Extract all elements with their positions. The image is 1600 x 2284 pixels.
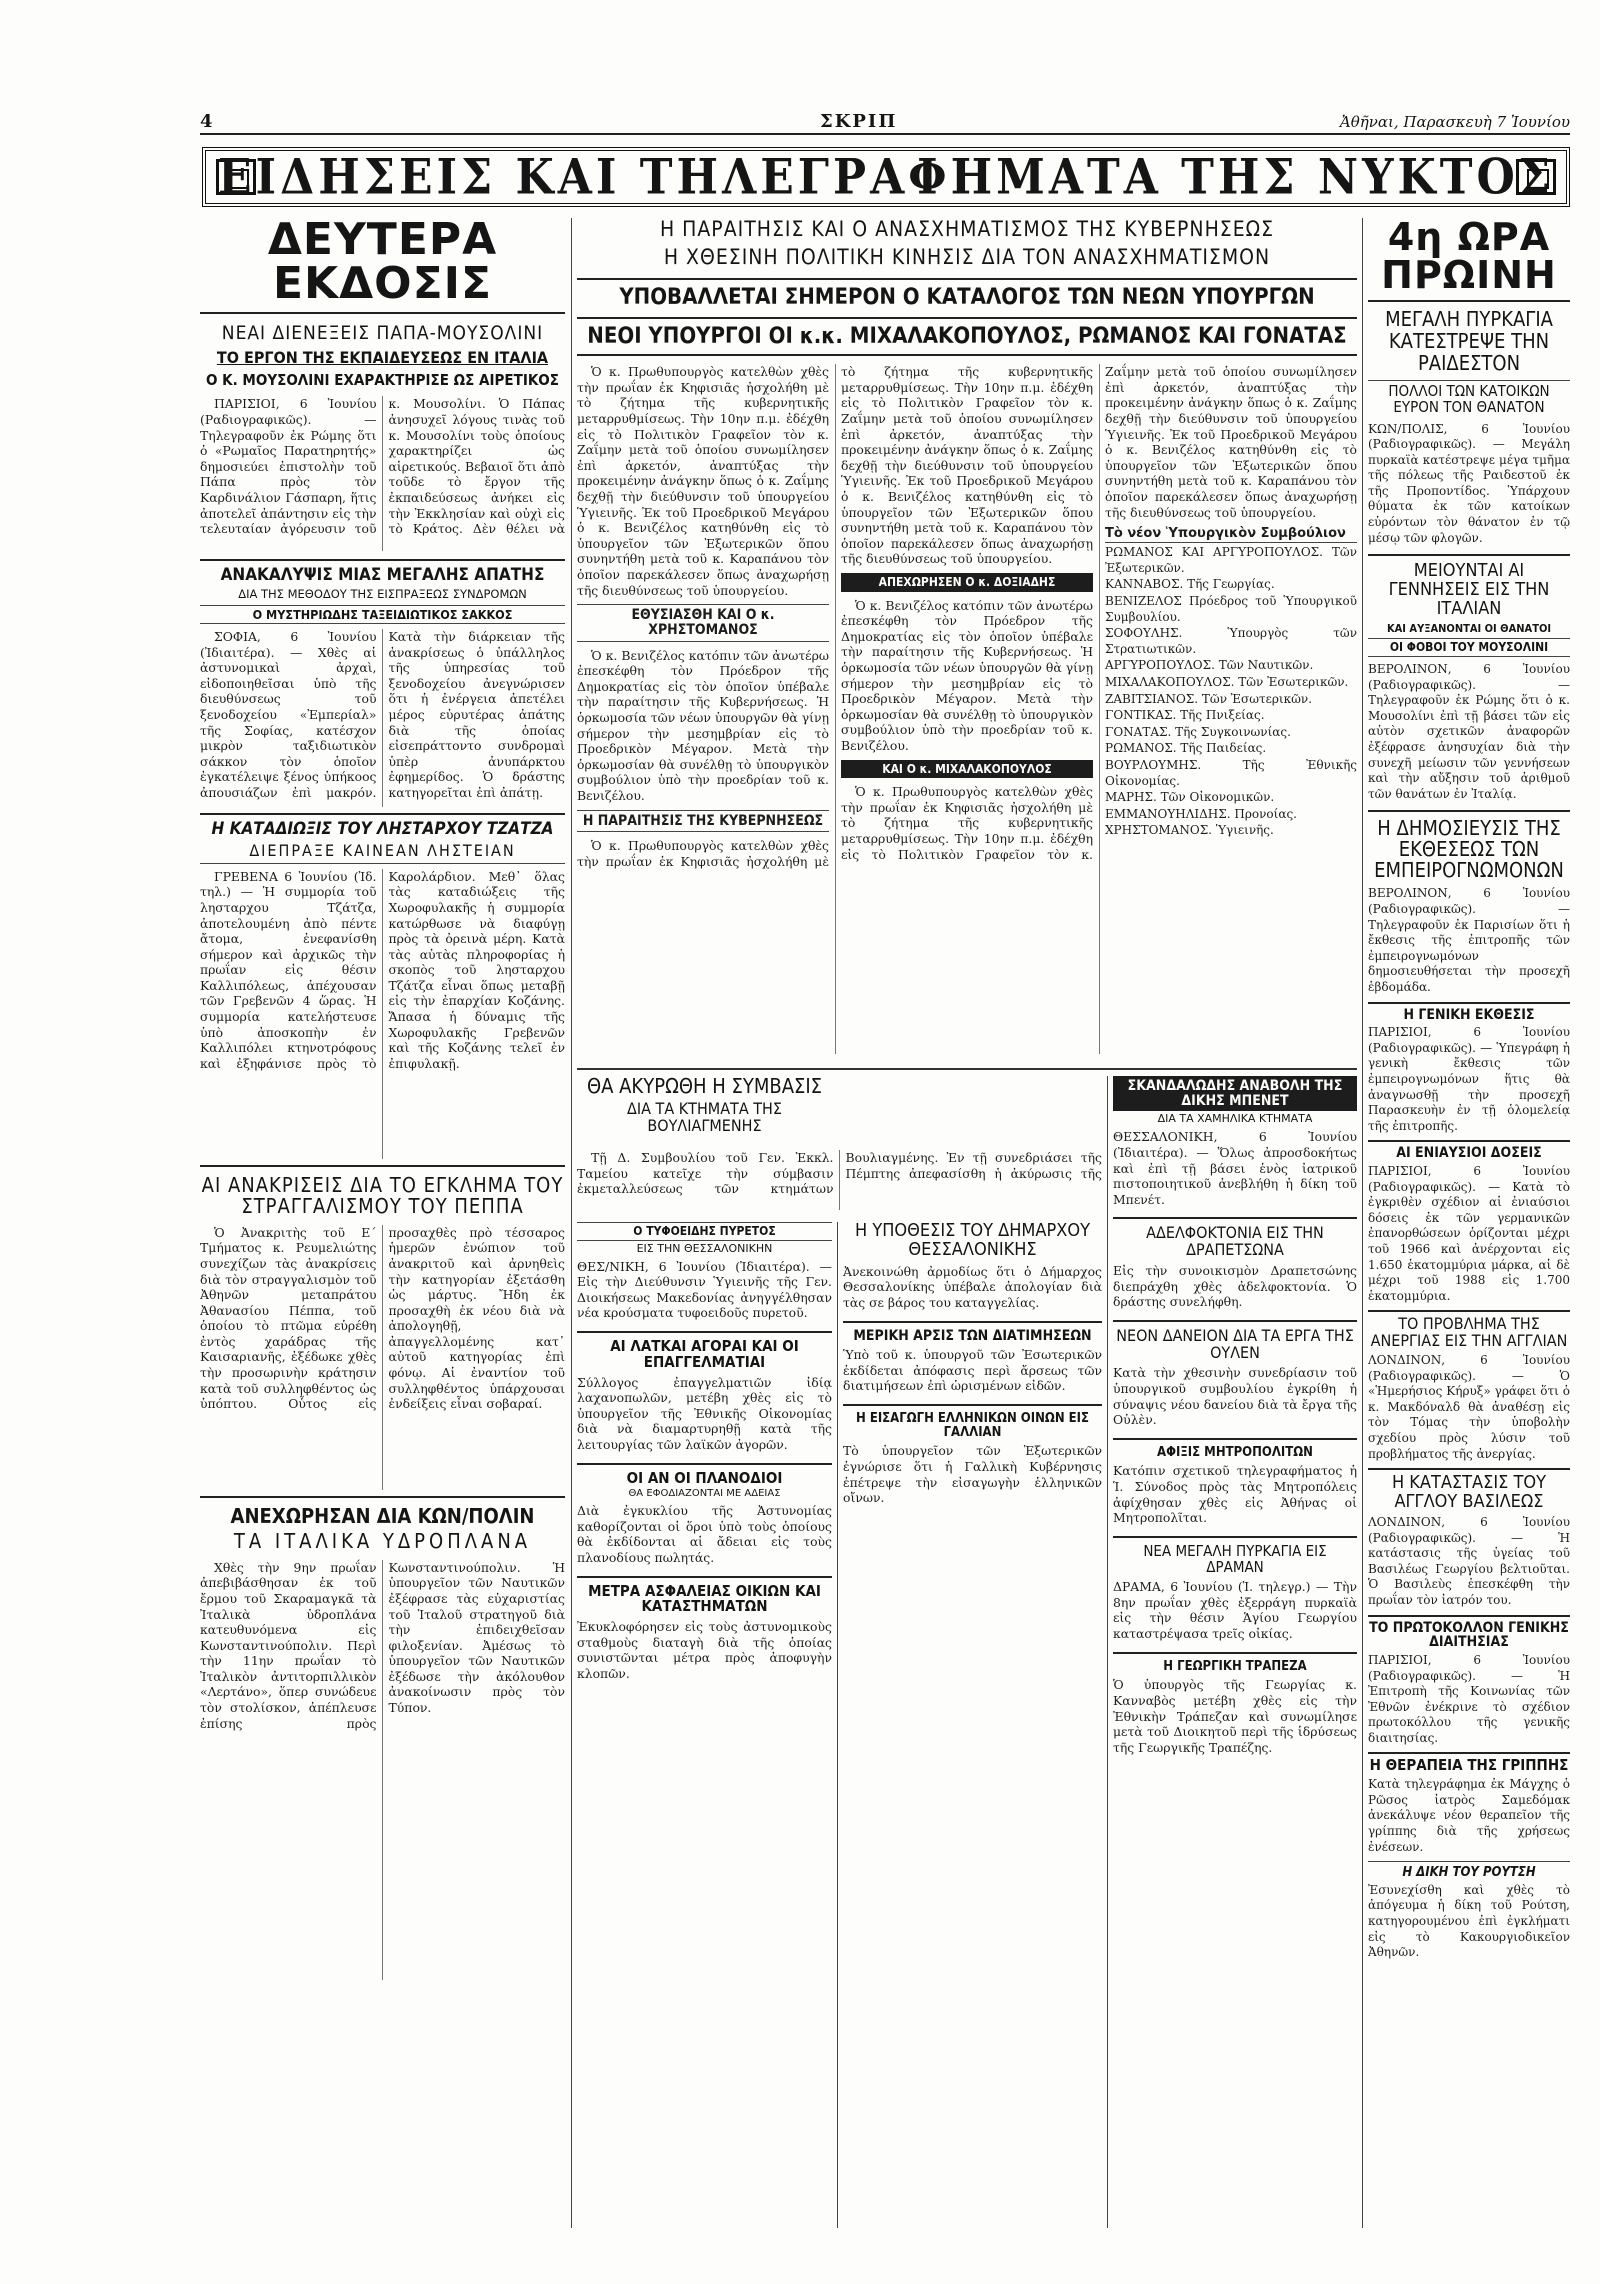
article-head: Η ΔΗΜΟΣΙΕΥΣΙΣ ΤΗΣ ΕΚΘΕΣΕΩΣ ΤΩΝ ΕΜΠΕΙΡΟΓΝΩΜΟΝΩΝ: [1374, 816, 1564, 883]
article-head: Η ΘΕΡΑΠΕΙΑ ΤΗΣ ΓΡΙΠΠΗΣ: [1369, 1756, 1569, 1775]
paragraph: ΣΟΦΙΑ, 6 Ἰουνίου (Ἰδιαιτέρα). — Χθὲς αἱ ἀστυνομικαὶ ἀρχαὶ, εἰδοποιηθεῖσαι ὑπὸ τῆς διευθύνσεως τοῦ ξενοδοχείου «Ἐμπερίαλ» τῆς Σοφίας, κατέσχον μικρὸν ταξιδιωτικὸν σάκκον τὸν ὁποῖον ἐγκατέλειψε ξένος ὑπήκοος ἀπουσιάζων ἐπὶ μακρόν. Κατὰ τὴν διάρκειαν τῆς ἀνακρίσεως ὁ ὑπάλληλος τῆς ὑπηρεσίας τοῦ ξενοδοχείου ἀνεγνώρισεν ὅτι ἡ ἐνέργεια ἀπετέλει μέρος εὐρυτέρας ἀπάτης διὰ τῆς ὁποίας εἰσεπράττοντο συνδρομαὶ ὑπὲρ ἀνυπάρκτου ἐφημερίδος. Ὁ δράστης κατηγορεῖται ἐπὶ ἀπάτῃ.: [200, 629, 565, 801]
article-body: ΠΑΡΙΣΙΟΙ, 6 Ἰουνίου (Ραδιογραφικῶς). — Κατὰ τὸ ἐγκριθὲν σχέδιον αἱ ἐνιαύσιοι δόσεις ἐκ τῶν γερμανικῶν ἐπανορθώσεων ὁρίζονται μέχρι τοῦ 1966 καὶ ἀνέρχονται εἰς 1.650 ἑκατομμύρια μάρκα, αἱ δὲ μέχρι τοῦ 1988 εἰς 1.700 ἑκατομμύρια.: [1368, 1164, 1570, 1303]
article: [1368, 1615, 1570, 1747]
cabinet-item: ΚΑΝΝΑΒΟΣ. Τῆς Γεωργίας.: [1105, 577, 1275, 592]
lead-headline-4: ΝΕΟΙ ΥΠΟΥΡΓΟΙ ΟΙ κ.κ. ΜΙΧΑΛΑΚΟΠΟΥΛΟΣ, ΡΩΜΑΝΟΣ ΚΑΙ ΓΟΝΑΤΑΣ: [577, 317, 1357, 356]
article-body: [200, 869, 565, 1159]
lead-headline-2: Η ΧΘΕΣΙΝΗ ΠΟΛΙΤΙΚΗ ΚΙΝΗΣΙΣ ΔΙΑ ΤΟΝ ΑΝΑΣΧΗΜΑΤΙΣΜΟΝ: [663, 245, 1271, 270]
section-rule: [577, 1068, 1357, 1070]
article-subhead: ΠΟΛΛΟΙ ΤΩΝ ΚΑΤΟΙΚΩΝ ΕΥΡΟΝ ΤΟΝ ΘΑΝΑΤΟΝ: [1368, 380, 1570, 416]
issue-date: Ἀθῆναι, Παρασκευὴ 7 Ἰουνίου: [1339, 113, 1570, 131]
article-body: ΔΡΑΜΑ, 6 Ἰουνίου (Ἰ. τηλεγρ.) — Τὴν 8ην πρωΐαν χθὲς ἐξερράγη πυρκαϊὰ εἰς τὴν θέσιν Ἁγίου Γεωργίου καταστρέψασα τρεῖς οἰκίας.: [1113, 1579, 1357, 1642]
article-body: ΒΕΡΟΛΙΝΟΝ, 6 Ἰουνίου (Ραδιογραφικῶς). — Τηλεγραφοῦν ἐκ Ρώμης ὅτι ὁ κ. Μουσολίνι ἐπὶ τῇ βάσει τῶν εἰς αὐτὸν σχετικῶν ἀναφορῶν ἐξέφρασε ἀνησυχίαν διὰ τὴν συνεχῆ μείωσιν τῶν γεννήσεων καὶ τὴν αὔξησιν τοῦ ἀριθμοῦ τῶν θανάτων ἐν Ἰταλίᾳ.: [1368, 662, 1570, 801]
article-head: ΑΔΕΛΦΟΚΤΟΝΙΑ ΕΙΣ ΤΗΝ ΔΡΑΠΕΤΣΩΝΑ: [1113, 1217, 1357, 1259]
cabinet-item: ΒΟΥΡΛΟΥΜΗΣ. Τῆς Ἐθνικῆς Οἰκονομίας.: [1105, 757, 1357, 788]
article: [1368, 1752, 1570, 1855]
cabinet-item: ΡΩΜΑΝΟΣ ΚΑΙ ΑΡΓΥΡΟΠΟΥΛΟΣ. Τῶν Ἐξωτερικῶν.: [1105, 545, 1357, 575]
article-subhead: ΔΙΕΠΡΑΞΕ ΚΑΙΝΕΑΝ ΛΗΣΤΕΙΑΝ: [200, 843, 565, 864]
cabinet-item: ΕΜΜΑΝΟΥΗΛΙΔΗΣ. Προνοίας.: [1105, 806, 1297, 821]
bottom-column-1b: [577, 1222, 832, 2228]
article-body: [200, 1225, 565, 1490]
article-head: Η ΚΑΤΑΔΙΩΞΙΣ ΤΟΥ ΛΗΣΤΑΡΧΟΥ ΤΖΑΤΖΑ: [211, 819, 554, 840]
article-subhead: Ο Κ. ΜΟΥΣΟΛΙΝΙ ΕΧΑΡΑΚΤΗΡΙΣΕ ΩΣ ΑΙΡΕΤΙΚΟΣ: [205, 370, 559, 389]
article-body: ΚΩΝ/ΠΟΛΙΣ, 6 Ἰουνίου (Ραδιογραφικῶς). — Μεγάλη πυρκαϊὰ κατέστρεψε μέγα τμῆμα τῆς πόλεως τῆς Ραιδεστοῦ ἐκ τῆς Προποντίδος. Ὑπάρχουν θύματα ἐκ τῶν κατοίκων εὑρόντων τὸν θάνατον ἐν τῷ μέσῳ τῶν φλογῶν.: [1368, 421, 1570, 545]
article-body: Ἀνεκοινώθη ἀρμοδίως ὅτι ὁ Δήμαρχος Θεσσαλονίκης ὑπέβαλε ἀπολογίαν διὰ τὰς σε βάρος του καταγγελίας.: [843, 1263, 1102, 1310]
article: [1368, 1140, 1570, 1304]
article: [1368, 1861, 1570, 1961]
article-subhead: ΟΙ ΦΟΒΟΙ ΤΟΥ ΜΟΥΣΟΛΙΝΙ: [1368, 638, 1570, 657]
article-head: ΜΕΙΟΥΝΤΑΙ ΑΙ ΓΕΝΝΗΣΕΙΣ ΕΙΣ ΤΗΝ ΙΤΑΛΙΑΝ: [1388, 560, 1550, 620]
banner-title: ΕΙΔΗΣΕΙΣ ΚΑΙ ΤΗΛΕΓΡΑΦΗΜΑΤΑ ΤΗΣ ΝΥΚΤΟΣ: [218, 148, 1554, 206]
banner-ornament-right-icon: [1516, 159, 1556, 195]
article-subhead: ΚΑΙ ΑΥΞΑΝΟΝΤΑΙ ΟΙ ΘΑΝΑΤΟΙ: [1386, 621, 1552, 635]
cabinet-item: ΣΟΦΟΥΛΗΣ. Ὑπουργὸς τῶν Στρατιωτικῶν.: [1105, 626, 1357, 656]
edition-label: ΔΕΥΤΕΡΑ ΕΚΔΟΣΙΣ: [200, 218, 565, 314]
lead-headline-1: Η ΠΑΡΑΙΤΗΣΙΣ ΚΑΙ Ο ΑΝΑΣΧΗΜΑΤΙΣΜΟΣ ΤΗΣ ΚΥΒΕΡΝΗΣΕΩΣ: [659, 218, 1275, 241]
bottom-column-3: [1113, 1076, 1357, 2228]
article-body: Κατόπιν σχετικοῦ τηλεγραφήματος ἡ Ἱ. Σύνοδος πρὸς τὰς Μητροπόλεις ἀφίχθησαν χθὲς εἰς Ἀθήνας οἱ Μητροπολῖται.: [1113, 1463, 1357, 1526]
paragraph: Χθὲς τὴν 9ην πρωΐαν ἀπεβιβάσθησαν ἐκ τοῦ ἔρμου τοῦ Σκαραμαγκᾶ τὰ Ἰταλικὰ ὑδροπλάνα κατευθυνόμενα εἰς Κωνσταντινούπολιν. Περὶ τὴν 11ην πρωΐαν τὸ Ἰταλικὸν ἀντιτορπιλλικὸν «Λερτάνο», ὅπερ συνώδευε τὸν στολίσκον, ἀπέπλευσε ἐπίσης πρὸς Κωνσταντινούπολιν. Ἡ ὑπουργεῖον τῶν Ναυτικῶν ἐξέφρασε τὰς εὐχαριστίας τοῦ Ἰταλοῦ στρατηγοῦ διὰ τὴν ἐπιδειχθεῖσαν φιλοξενίαν. Ἀμέσως τὸ ὑπουργεῖον τῶν Ναυτικῶν ἐξέδωσε τὴν ἀκόλουθον ἀνακοίνωσιν πρὸς τὸν Τύπον.: [200, 1559, 565, 1731]
article: [1368, 810, 1570, 995]
page-number: 4: [200, 111, 213, 132]
article: [1368, 1468, 1570, 1608]
bottom-column-2: [843, 1222, 1102, 2228]
paragraph: ΓΡΕΒΕΝΑ 6 Ἰουνίου (Ἰδ. τηλ.) — Ἡ συμμορία τοῦ λησταρχου Τζάτζα, ἀποτελουμένη ἀπὸ πέντε ἄτομα, ἐνεφανίσθη σήμερον καὶ ἀρχικῶς τὴν πρωΐαν εἰς θέσιν Καλλιπόλεως, ἀπέχουσαν τῶν Γρεβενῶν 4 ὥρας. Ἡ συμμορία κατελήστευσε ὑπὸ ἀποσκοπὴν ἐν Καλλιπόλει κτηνοτρόφους καὶ ἐξηφάνισε πρὸς τὸ Καρολάρδιον. Μεθ᾽ ὅλας τὰς καταδιώξεις τῆς Χωροφυλακῆς ἡ συμμορία κατώρθωσε νὰ διαφύγῃ πρὸς τὰ ὀρεινὰ μέρη. Κατὰ τὰς αὐτὰς πληροφορίας ἡ σκοπὸς τοῦ λησταρχου Τζάτζα εἶναι ὅπως μεταβῇ εἰς τὴν ἐπαρχίαν Κοζάνης. Ἄπασα ἡ δύναμις τῆς Χωροφυλακῆς Γρεβενῶν καὶ τῆς Κοζάνης τελεῖ ἐν ἐπιφυλακῇ.: [200, 868, 565, 1071]
lead-subhead: ΑΠΕΧΩΡΗΣΕΝ Ο κ. ΔΟΞΙΑΔΗΣ: [841, 573, 1093, 592]
masthead: ΣΚΡΙΠ: [820, 111, 898, 132]
article-head: ΑΝΕΧΩΡΗΣΑΝ ΔΙΑ ΚΩΝ/ΠΟΛΙΝ: [230, 1503, 535, 1528]
paragraph: Τῇ Δ. Συμβουλίου τοῦ Γεν. Ἐκκλ. Ταμείου κατεῖχε τὴν σύμβασιν ἐκμεταλλεύσεως τῶν κτημάτων Βουλιαγμένης. Ἐν τῇ συνεδριάσει τῆς Πέμπτης ἀπεφασίσθη ἡ ἀκύρωσις τῆς: [577, 1150, 1102, 1197]
article-head: ΤΟ ΠΡΟΒΛΗΜΑ ΤΗΣ ΑΝΕΡΓΙΑΣ ΕΙΣ ΤΗΝ ΑΓΓΛΙΑΝ: [1370, 1314, 1568, 1351]
article-body: Ὑπὸ τοῦ κ. ὑπουργοῦ τῶν Ἐσωτερικῶν ἐκδίδεται ἀπόφασις περὶ ἄρσεως τῶν διατιμήσεων ἐπὶ ὡρισμένων εἰδῶν.: [843, 1347, 1102, 1394]
article-head: Η ΕΙΣΑΓΩΓΗ ΕΛΛΗΝΙΚΩΝ ΟΙΝΩΝ ΕΙΣ ΓΑΛΛΙΑΝ: [843, 1404, 1102, 1439]
article-body: Ἐκυκλοφόρησεν εἰς τοὺς ἀστυνομικοὺς σταθμοὺς διαταγὴ διὰ τῆς ὁποίας συνιστῶνται μέτρα πρὸς ἀποφυγὴν κλοπῶν.: [577, 1619, 832, 1681]
running-head: [200, 111, 1570, 135]
article-body: [200, 1560, 565, 1980]
article-head: ΜΕΤΡΑ ΑΣΦΑΛΕΙΑΣ ΟΙΚΙΩΝ ΚΑΙ ΚΑΤΑΣΤΗΜΑΤΩΝ: [577, 1576, 832, 1616]
article-head: Η ΥΠΟΘΕΣΙΣ ΤΟΥ ΔΗΜΑΡΧΟΥ ΘΕΣΣΑΛΟΝΙΚΗΣ: [855, 1222, 1090, 1260]
cabinet-item: ΜΑΡΗΣ. Τῶν Οἰκονομικῶν.: [1105, 790, 1275, 805]
article-body: [577, 1150, 1102, 1210]
article-subhead: ΤΑ ΙΤΑΛΙΚΑ ΥΔΡΟΠΛΑΝΑ: [233, 1528, 532, 1553]
cabinet-item: ΒΕΝΙΖΕΛΟΣ Πρόεδρος τοῦ Ὑπουργικοῦ Συμβουλίου.: [1105, 594, 1357, 624]
article: [1368, 1310, 1570, 1462]
article: [200, 559, 565, 807]
article-head: ΑΙ ΛΑΤΚΑΙ ΑΓΟΡΑΙ ΚΑΙ ΟΙ ΕΠΑΓΓΕΛΜΑΤΙΑΙ: [577, 1331, 832, 1371]
article-body: ΛΟΝΔΙΝΟΝ, 6 Ἰουνίου (Ραδιογραφικῶς). — Ἡ κατάστασις τῆς ὑγείας τοῦ Βασιλέως Γεωργίου βελτιοῦται. Ὁ Βασιλεὺς ἐπεσκέφθη τὴν πρωΐαν τὸν ἰατρόν του.: [1368, 1514, 1570, 1607]
article: [200, 813, 565, 1159]
article-head: Η ΓΕΝΙΚΗ ΕΚΘΕΣΙΣ: [1403, 1006, 1535, 1023]
article-head: ΘΑ ΑΚΥΡΩΘΗ Η ΣΥΜΒΑΣΙΣ: [586, 1076, 823, 1098]
lead-story: [577, 218, 1357, 1063]
article-subhead: Ο ΜΥΣΤΗΡΙΩΔΗΣ ΤΑΞΕΙΔΙΩΤΙΚΟΣ ΣΑΚΚΟΣ: [200, 605, 565, 624]
paragraph: ΠΑΡΙΣΙΟΙ, 6 Ἰουνίου (Ραδιογραφικῶς). — Τηλεγραφοῦν ἐκ Ρώμης ὅτι ὁ «Ρωμαῖος Παρατηρητής» δημοσιεύει ἐπιστολὴν τοῦ Πάπα πρὸς τὸν Καρδινάλιον Γάσπαρη, ἥτις ἀποτελεῖ ἀπάντησιν εἰς τὴν τελευταίαν ἀγόρευσιν τοῦ κ. Μουσολίνι. Ὁ Πάπας ἀνησυχεῖ λόγους τινὰς τοῦ κ. Μουσολίνι τοὺς ὁποίους χαρακτηρίζει ὡς αἱρετικούς. Βεβαιοῖ ὅτι ἀπὸ τοῦδε τὸ ἔργον τῆς ἐκπαιδεύσεως ἀνήκει εἰς τὴν Ἐκκλησίαν καὶ οὐχὶ εἰς τὸ Κράτος. Δὲν θέλει νὰ: [200, 396, 565, 537]
article-subhead: ΕΙΣ ΤΗΝ ΘΕΣΣΑΛΟΝΙΚΗΝ: [636, 1241, 773, 1255]
article-body: Ὁ ὑπουργὸς τῆς Γεωργίας κ. Κανναβὸς μετέβη χθὲς εἰς τὴν Ἐθνικὴν Τράπεζαν καὶ συνωμίλησε μετὰ τοῦ Διοικητοῦ περὶ τῆς ἱδρύσεως τῆς Γεωργικῆς Τραπέζης.: [1113, 1677, 1357, 1755]
article-subhead: ΔΙΑ ΤΑ ΚΤΗΜΑΤΑ ΤΗΣ ΒΟΥΛΙΑΓΜΕΝΗΣ: [627, 1099, 782, 1135]
article-subhead: ΤΟ ΕΡΓΟΝ ΤΗΣ ΕΚΠΑΙΔΕΥΣΕΩΣ ΕΝ ΙΤΑΛΙΑ: [216, 347, 549, 367]
article: [1368, 554, 1570, 802]
paragraph: Ὁ κ. Βενιζέλος κατόπιν τῶν ἀνωτέρω ἐπεσκέφθη τὸν Πρόεδρον τῆς Δημοκρατίας εἰς τὸν ὁποῖον ὑπέβαλε τὴν παραίτησιν τῆς Κυβερνήσεως. Ἡ ὁρκωμοσία τῶν νέων ὑπουργῶν θὰ γίνῃ σήμερον τὴν μεσημβρίαν εἰς τὸ Προεδρικὸν Μέγαρον. Μετὰ τὴν ὁρκωμοσίαν θὰ συνέλθῃ τὸ ὑπουργικὸν συμβούλιον ὑπὸ τὴν προεδρίαν τοῦ κ. Βενιζέλου.: [841, 597, 1093, 753]
article-head: ΑΙ ΑΝΑΚΡΙΣΕΙΣ ΔΙΑ ΤΟ ΕΓΚΛΗΜΑ ΤΟΥ ΣΤΡΑΓΓΑΛΙΣΜΟΥ ΤΟΥ ΠΕΠΠΑ: [201, 1172, 564, 1218]
paragraph: Ὁ κ. Βενιζέλος κατόπιν τῶν ἀνωτέρω ἐπεσκέφθη τὸν Πρόεδρον τῆς Δημοκρατίας εἰς τὸν ὁποῖον ὑπέβαλε τὴν παραίτησιν τῆς Κυβερνήσεως. Ἡ ὁρκωμοσία τῶν νέων ὑπουργῶν θὰ γίνῃ σήμερον τὴν μεσημβρίαν εἰς τὸ Προεδρικὸν Μέγαρον. Μετὰ τὴν ὁρκωμοσίαν θὰ συνέλθῃ τὸ ὑπουργικὸν συμβούλιον ὑπὸ τὴν προεδρίαν τοῦ κ. Βενιζέλου.: [577, 647, 829, 803]
column-left: [200, 218, 565, 2228]
section-banner: [202, 147, 1570, 207]
article-head: ΜΕΡΙΚΗ ΑΡΣΙΣ ΤΩΝ ΔΙΑΤΙΜΗΣΕΩΝ: [843, 1321, 1102, 1344]
article-body: ΒΕΡΟΛΙΝΟΝ, 6 Ἰουνίου (Ραδιογραφικῶς). — Τηλεγραφοῦν ἐκ Παρισίων ὅτι ἡ ἔκθεσις τῆς ἐπιτροπῆς τῶν ἐμπειρογνωμόνων δημοσιευθήσεται τὴν προσεχῆ ἑβδομάδα.: [1368, 886, 1570, 994]
column-rule: [1107, 1076, 1108, 2228]
paragraph: Ὁ κ. Πρωθυπουργὸς κατελθὼν χθὲς τὴν πρωΐαν ἐκ Κηφισιᾶς ἠσχολήθη μὲ τὸ ζήτημα τῆς κυβερνητικῆς μεταρρυθμίσεως. Τὴν 10ην π.μ. ἐδέχθη εἰς τὸ Πολιτικὸν Γραφεῖον τὸν κ. Ζαΐμην μετὰ τοῦ ὁποίου συνωμίλησεν ἐπὶ ἀρκετόν, ἀναπτύξας τὴν προκειμένην ἀνάγκην ὅπως ὁ κ. Ζαΐμης δεχθῇ τὴν διεύθυνσιν τοῦ ὑπουργείου Ὑγιεινῆς. Ἐκ τοῦ Προεδρικοῦ Μεγάρου ὁ κ. Βενιζέλος κατηθύνθη εἰς τὸ ὑπουργεῖον τῶν Ἐξωτερικῶν ὅπου συνηντήθη μετὰ τοῦ κ. Καραπάνου τὸν ὁποῖον παρεκάλεσεν ὅπως ἀναχωρήσῃ τῆς διευθύνσεως τοῦ ὑπουργείου.: [841, 364, 1357, 862]
paragraph: Ὁ Ἀνακριτὴς τοῦ Ε´ Τμήματος κ. Ρευμελιώτης συνεχίζων τὰς ἀνακρίσεις διὰ τὸν στραγγαλισμὸν τοῦ Ἀθηνῶν μεταπράτου Ἀθανασίου Πέππα, τοῦ ὁποίου τὸ πτῶμα εὑρέθη ἐντὸς χαράδρας τῆς Καισαριανῆς, ἐξέδωκε χθὲς τὴν προσωρινὴν κράτησιν κατὰ τοῦ συλληφθέντος ὡς ὑπόπτου. Οὗτος εἰς προσαχθὲς πρὸ τέσσαρος ἡμερῶν ἐνώπιον τοῦ ἀνακριτοῦ καὶ ἀρνηθεὶς τὴν κατηγορίαν ἐξετάσθη ὡς μάρτυς. Ἤδη ἐκ προσαχθὴ ἐκ νέου διὰ νὰ ἀπολογηθῇ, ἀπαγγελλομένης κατ᾽ αὐτοῦ κατηγορίας ἐπὶ φόνῳ. Αἱ ἐναντίον τοῦ συλληφθέντος ὑπάρχουσαι ἐνδείξεις εἶναι σοβαραί.: [200, 1224, 565, 1412]
cabinet-item: ΑΡΓΥΡΟΠΟΥΛΟΣ. Τῶν Ναυτικῶν.: [1105, 658, 1314, 673]
article-body: [200, 396, 565, 551]
article-head: ΤΟ ΠΡΩΤΟΚΟΛΛΟΝ ΓΕΝΙΚΗΣ ΔΙΑΙΤΗΣΙΑΣ: [1369, 1619, 1569, 1651]
article-head: ΜΕΓΑΛΗ ΠΥΡΚΑΓΙΑ ΚΑΤΕΣΤΡΕΨΕ ΤΗΝ ΡΑΙΔΕΣΤΟΝ: [1385, 307, 1553, 375]
article-body: [200, 629, 565, 807]
article-head: Ο ΤΥΦΟΕΙΔΗΣ ΠΥΡΕΤΟΣ: [577, 1222, 832, 1241]
article-body: ΘΕΣΣΑΛΟΝΙΚΗ, 6 Ἰουνίου (Ἰδιαιτέρα). — Ὅλως ἀπροσδοκήτως καὶ ἐπὶ τῇ βάσει ἑνὸς ἰατρικοῦ πιστοποιητικοῦ ἀνεβλήθη ἡ δίκη τοῦ Μπενέτ.: [1113, 1129, 1357, 1207]
column-rule: [571, 218, 572, 2228]
article-body: Κατὰ τηλεγράφημα ἐκ Μάγχης ὁ Ρῶσος ἰατρὸς Σαμεδόμακ ἀνεκάλυψε νέον θεραπεῖον τῆς γρίππης διὰ τῆς χρήσεως ἐνέσεων.: [1368, 1777, 1570, 1854]
column-right: [1368, 218, 1570, 2228]
article-body: Σύλλογος ἐπαγγελματιῶν ἰδίᾳ λαχανοπωλῶν, μετέβη χθὲς εἰς τὸ ὑπουργεῖον τῆς Ἐθνικῆς Οἰκονομίας διὰ νὰ διαμαρτυρηθῇ κατὰ τῆς λειτουργίας τῶν λαϊκῶν ἀγορῶν.: [577, 1374, 832, 1452]
cabinet-item: ΖΑΒΙΤΣΙΑΝΟΣ. Τῶν Ἐσωτερικῶν.: [1105, 691, 1313, 706]
cabinet-item: ΜΙΧΑΛΑΚΟΠΟΥΛΟΣ. Τῶν Ἐσωτερικῶν.: [1105, 674, 1349, 689]
hour-label: 4η ΩΡΑ ΠΡΩΙΝΗ: [1368, 218, 1570, 302]
article-head: Η ΓΕΩΡΓΙΚΗ ΤΡΑΠΕΖΑ: [1113, 1652, 1357, 1674]
lead-headline-3: ΥΠΟΒΑΛΛΕΤΑΙ ΣΗΜΕΡΟΝ Ο ΚΑΤΑΛΟΓΟΣ ΤΩΝ ΝΕΩΝ ΥΠΟΥΡΓΩΝ: [577, 278, 1357, 309]
paragraph: Ὁ κ. Πρωθυπουργὸς κατελθὼν χθὲς τὴν πρωΐαν ἐκ Κηφισιᾶς ἠσχολήθη μὲ τὸ ζήτημα τῆς κυβερνητικῆς μεταρρυθμίσεως. Τὴν 10ην π.μ. ἐδέχθη εἰς τὸ Πολιτικὸν Γραφεῖον τὸν κ. Ζαΐμην μετὰ τοῦ ὁποίου συνωμίλησεν ἐπὶ ἀρκετόν, ἀναπτύξας τὴν προκειμένην ἀνάγκην ὅπως ὁ κ. Ζαΐμης δεχθῇ τὴν διεύθυνσιν τοῦ ὑπουργείου Ὑγιεινῆς. Ἐκ τοῦ Προεδρικοῦ Μεγάρου ὁ κ. Βενιζέλος κατηθύνθη εἰς τὸ ὑπουργεῖον τῶν Ἐξωτερικῶν ὅπου συνηντήθη μετὰ τοῦ κ. Καραπάνου τὸν ὁποῖον παρεκάλεσεν ὅπως ἀναχωρήσῃ τῆς διευθύνσεως τοῦ ὑπουργείου.: [577, 364, 829, 598]
article-head: ΑΝΑΚΑΛΥΨΙΣ ΜΙΑΣ ΜΕΓΑΛΗΣ ΑΠΑΤΗΣ: [220, 565, 545, 586]
article-head: ΑΙ ΕΝΙΑΥΣΙΟΙ ΔΟΣΕΙΣ: [1396, 1145, 1542, 1162]
article-head: ΝΕΑ ΜΕΓΑΛΗ ΠΥΡΚΑΓΙΑ ΕΙΣ ΔΡΑΜΑΝ: [1113, 1536, 1357, 1576]
article-subhead: ΘΑ ΕΦΟΔΙΑΖΟΝΤΑΙ ΜΕ ΑΔΕΙΑΣ: [628, 1488, 781, 1500]
article-body: Εἰς τὴν συνοικισμὸν Δραπετσώνης διεπράχθη χθὲς ἀδελφοκτονία. Ὁ δράστης συνελήφθη.: [1113, 1263, 1357, 1310]
cabinet-item: ΓΟΝΑΤΑΣ. Τῆς Συγκοινωνίας.: [1105, 724, 1291, 739]
article-body: Διὰ ἐγκυκλίου τῆς Ἀστυνομίας καθορίζονται οἱ ὅροι ὑπὸ τοὺς ὁποίους θὰ ἐκδίδονται αἱ ἄδειαι εἰς τοὺς πλανοδίους πωλητάς.: [577, 1503, 832, 1566]
article-body: Κατὰ τὴν χθεσινὴν συνεδρίασιν τοῦ ὑπουργικοῦ συμβουλίου ἐγκρίθη ἡ σύναψις νέου δανείου διὰ τὰ ἔργα τῆς Οὐλὲν.: [1113, 1365, 1357, 1428]
article-head: ΝΕΑΙ ΔΙΕΝΕΞΕΙΣ ΠΑΠΑ-ΜΟΥΣΟΛΙΝΙ: [221, 322, 544, 344]
article-body: ΠΑΡΙΣΙΟΙ, 6 Ἰουνίου (Ραδιογραφικῶς). — Ἡ Ἐπιτροπὴ τῆς Κοινωνίας τῶν Ἐθνῶν ἐνέκρινε τὸ σχέδιον πρωτοκόλλου τῆς γενικῆς διαιτησίας.: [1368, 1652, 1570, 1745]
cabinet-list-title: Τὸ νέον Ὑπουργικὸν Συμβούλιον: [1105, 526, 1357, 543]
cabinet-item: ΓΟΝΤΙΚΑΣ. Τῆς Πνιξείας.: [1105, 708, 1265, 723]
cabinet-list: [1105, 545, 1357, 839]
article-head: Η ΚΑΤΑΣΤΑΣΙΣ ΤΟΥ ΑΓΓΛΟΥ ΒΑΣΙΛΕΩΣ: [1391, 1472, 1547, 1513]
article-body: Τὸ ὑπουργεῖον τῶν Ἐξωτερικῶν ἐγνώρισε ὅτι ἡ Γαλλικὴ Κυβέρνησις ἐπέτρεψε τὴν εἰσαγωγὴν ἑλληνικῶν οἴνων.: [843, 1443, 1102, 1506]
cabinet-item: ΧΡΗΣΤΟΜΑΝΟΣ. Ὑγιεινῆς.: [1105, 823, 1274, 838]
article-subhead: ΔΙΑ ΤΗΣ ΜΕΘΟΔΟΥ ΤΗΣ ΕΙΣΠΡΑΞΕΩΣ ΣΥΝΔΡΟΜΩΝ: [238, 587, 527, 602]
article-body: ΘΕΣ/ΝΙΚΗ, 6 Ἰουνίου (Ἰδιαιτέρα). — Εἰς τὴν Διεύθυνσιν Ὑγιεινῆς τῆς Γεν. Διοικήσεως Μακεδονίας ἀνηγγέλθησαν νέα κρούσματα τυφοειδοῦς πυρετοῦ.: [577, 1258, 832, 1321]
lead-body: [577, 364, 1357, 1054]
column-rule: [1362, 218, 1363, 2228]
lead-subhead: ΚΑΙ Ο κ. ΜΙΧΑΛΑΚΟΠΟΥΛΟΣ: [841, 760, 1093, 779]
bottom-spacer: [832, 1076, 1102, 1146]
lead-subhead: ΕΘΥΣΙΑΣΘΗ ΚΑΙ Ο κ. ΧΡΗΣΤΟΜΑΝΟΣ: [577, 604, 829, 641]
article-body: ΠΑΡΙΣΙΟΙ, 6 Ἰουνίου (Ραδιογραφικῶς). — Ὑπεγράφη ἡ γενικὴ ἔκθεσις τῶν ἐμπειρογνωμόνων ἥτις θὰ ἀναγνωσθῇ τὴν προσεχῆ Παρασκευὴν ἐν τῇ ὁλομελείᾳ τῆς ἐπιτροπῆς.: [1368, 1025, 1570, 1133]
article-head: ΝΕΟΝ ΔΑΝΕΙΟΝ ΔΙΑ ΤΑ ΕΡΓΑ ΤΗΣ ΟΥΛΕΝ: [1113, 1320, 1357, 1362]
paragraph: Ὁ κ. Πρωθυπουργὸς κατελθὼν χθὲς τὴν πρωΐαν ἐκ Κηφισιᾶς ἠσχολήθη μὲ τὸ ζήτημα τῆς κυβερνητικῆς μεταρρυθμίσεως. Τὴν 10ην π.μ. ἐδέχθη εἰς τὸ Πολιτικὸν Γραφεῖον τὸν κ. Ζαΐμην μετὰ τοῦ ὁποίου συνωμίλησεν ἐπὶ ἀρκετόν, ἀναπτύξας τὴν προκειμένην ἀνάγκην ὅπως ὁ κ. Ζαΐμης δεχθῇ τὴν διεύθυνσιν τοῦ ὑπουργείου Ὑγιεινῆς. Ἐκ τοῦ Προεδρικοῦ Μεγάρου ὁ κ. Βενιζέλος κατηθύνθη εἰς τὸ ὑπουργεῖον τῶν Ἐξωτερικῶν ὅπου συνηντήθη μετὰ τοῦ κ. Καραπάνου τὸν ὁποῖον παρεκάλεσεν ὅπως ἀναχωρήσῃ τῆς διευθύνσεως τοῦ ὑπουργείου.: [577, 364, 1093, 869]
article: [1368, 1002, 1570, 1135]
article-body: ΛΟΝΔΙΝΟΝ, 6 Ἰουνίου (Ραδιογραφικῶς). — Ὁ «Ἡμερήσιος Κήρυξ» γράφει ὅτι ὁ κ. Μακδόναλδ θὰ ἀναθέσῃ εἰς τὸν Τόμας τὴν ὑποβολὴν σχεδίου πρὸς λύσιν τοῦ προβλήματος τῆς ἀνεργίας.: [1368, 1353, 1570, 1461]
article-head: ΣΚΑΝΔΑΛΩΔΗΣ ΑΝΑΒΟΛΗ ΤΗΣ ΔΙΚΗΣ ΜΠΕΝΕΤ: [1113, 1076, 1357, 1111]
article-body: Ἐσυνεχίσθη καὶ χθὲς τὸ ἀπόγευμα ἡ δίκη τοῦ Ρούτση, κατηγορουμένου ἐπὶ ἐγκλήματι εἰς τὸ Κακουργιοδικεῖον Ἀθηνῶν.: [1368, 1882, 1570, 1960]
article-subhead: ΔΙΑ ΤΑ ΧΑΜΗΛΙΚΑ ΚΤΗΜΑΤΑ: [1157, 1112, 1313, 1126]
article: [200, 1496, 565, 1980]
article-head: ΟΙ ΑΝ ΟΙ ΠΛΑΝΟΔΙΟΙ: [577, 1463, 832, 1487]
lead-subhead: Η ΠΑΡΑΙΤΗΣΙΣ ΤΗΣ ΚΥΒΕΡΝΗΣΕΩΣ: [577, 810, 829, 833]
cabinet-item: ΡΩΜΑΝΟΣ. Τῆς Παιδείας.: [1105, 741, 1267, 756]
column-rule: [837, 1222, 838, 2228]
article-head: ΑΦΙΞΙΣ ΜΗΤΡΟΠΟΛΙΤΩΝ: [1113, 1438, 1357, 1460]
article-head: Η ΔΙΚΗ ΤΟΥ ΡΟΥΤΣΗ: [1402, 1865, 1536, 1881]
article: [200, 1165, 565, 1490]
